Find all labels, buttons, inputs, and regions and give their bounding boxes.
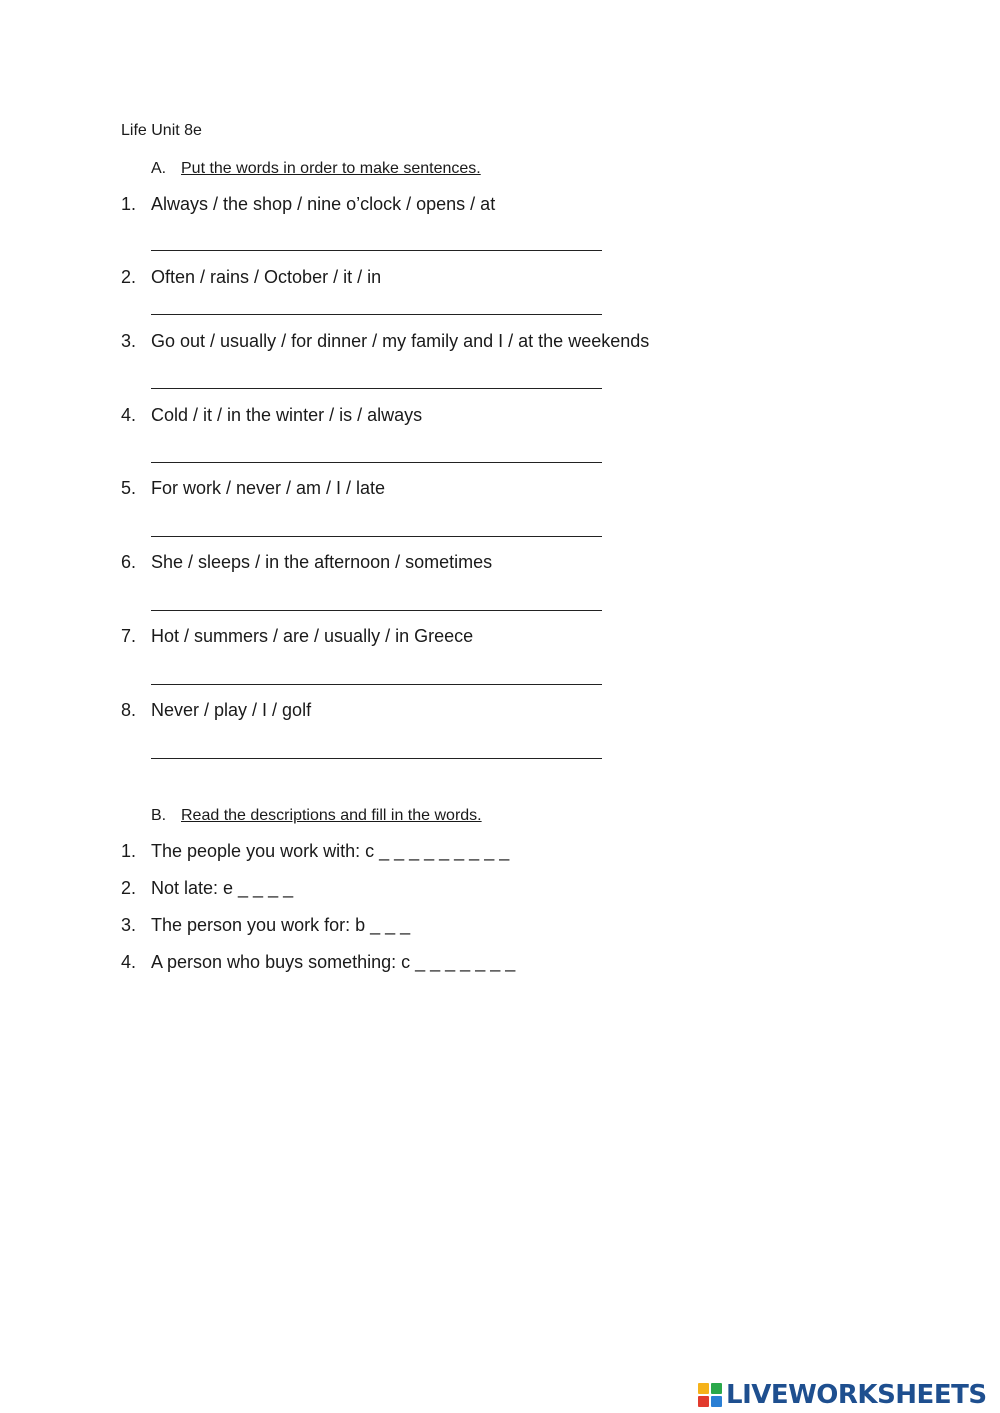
- answer-line: [151, 610, 602, 611]
- item-text: Go out / usually / for dinner / my family and I / at the weekends: [151, 331, 650, 351]
- answer-line: [151, 758, 602, 759]
- item-number: 3.: [121, 915, 137, 935]
- section-a-letter: A.: [151, 160, 167, 177]
- item-number: 7.: [121, 626, 137, 646]
- section-a-item-8: [121, 700, 311, 721]
- section-b-item-3[interactable]: [121, 915, 410, 936]
- section-b-item-2[interactable]: [121, 878, 293, 899]
- section-b-heading: [151, 807, 482, 825]
- item-number: 4.: [121, 952, 137, 972]
- page-title: Life Unit 8e: [121, 122, 202, 139]
- section-a-item-3: [121, 331, 649, 352]
- answer-input-a6[interactable]: [151, 586, 602, 610]
- answer-input-a5[interactable]: [151, 512, 602, 536]
- logo-blocks-icon: [698, 1383, 722, 1407]
- item-number: 1.: [121, 841, 137, 861]
- item-number: 8.: [121, 700, 137, 720]
- item-text: A person who buys something: c _ _ _ _ _ _ _: [151, 952, 516, 972]
- section-b-item-4[interactable]: [121, 952, 515, 973]
- item-text: For work / never / am / I / late: [151, 478, 386, 498]
- logo-block: [698, 1396, 709, 1407]
- item-number: 1.: [121, 194, 137, 214]
- logo-block: [711, 1396, 722, 1407]
- item-number: 2.: [121, 878, 137, 898]
- item-text: Never / play / I / golf: [151, 700, 312, 720]
- item-number: 2.: [121, 267, 137, 287]
- section-b-letter: B.: [151, 807, 167, 824]
- liveworksheets-logo[interactable]: [698, 1380, 987, 1410]
- section-b-heading-text: Read the descriptions and fill in the words.: [181, 807, 482, 824]
- item-text: Always / the shop / nine o’clock / opens / at: [151, 194, 496, 214]
- item-text: Often / rains / October / it / in: [151, 267, 382, 287]
- answer-input-a3[interactable]: [151, 364, 602, 388]
- section-a-heading-text: Put the words in order to make sentences.: [181, 160, 481, 177]
- section-b-item-1[interactable]: [121, 841, 509, 862]
- answer-line: [151, 684, 602, 685]
- logo-block: [711, 1383, 722, 1394]
- logo-block: [698, 1383, 709, 1394]
- answer-input-a7[interactable]: [151, 660, 602, 684]
- section-a-item-7: [121, 626, 473, 647]
- section-a-item-5: [121, 478, 385, 499]
- item-number: 3.: [121, 331, 137, 351]
- answer-input-a4[interactable]: [151, 438, 602, 462]
- item-text: The people you work with: c _ _ _ _ _ _ _ _ _: [151, 841, 510, 861]
- section-a-item-1: [121, 194, 495, 215]
- answer-line: [151, 314, 602, 315]
- section-a-item-6: [121, 552, 492, 573]
- answer-input-a2[interactable]: [151, 290, 602, 314]
- answer-line: [151, 536, 602, 537]
- answer-input-a8[interactable]: [151, 734, 602, 758]
- section-a-heading: [151, 160, 481, 178]
- logo-text: LIVEWORKSHEETS: [726, 1380, 987, 1410]
- item-number: 4.: [121, 405, 137, 425]
- answer-line: [151, 462, 602, 463]
- answer-line: [151, 250, 602, 251]
- item-text: Cold / it / in the winter / is / always: [151, 405, 423, 425]
- answer-line: [151, 388, 602, 389]
- item-text: The person you work for: b _ _ _: [151, 915, 411, 935]
- answer-input-a1[interactable]: [151, 226, 602, 250]
- item-text: Not late: e _ _ _ _: [151, 878, 294, 898]
- item-number: 5.: [121, 478, 137, 498]
- item-text: Hot / summers / are / usually / in Greece: [151, 626, 474, 646]
- section-a-item-2: [121, 267, 381, 288]
- section-a-item-4: [121, 405, 422, 426]
- item-number: 6.: [121, 552, 137, 572]
- item-text: She / sleeps / in the afternoon / sometimes: [151, 552, 493, 572]
